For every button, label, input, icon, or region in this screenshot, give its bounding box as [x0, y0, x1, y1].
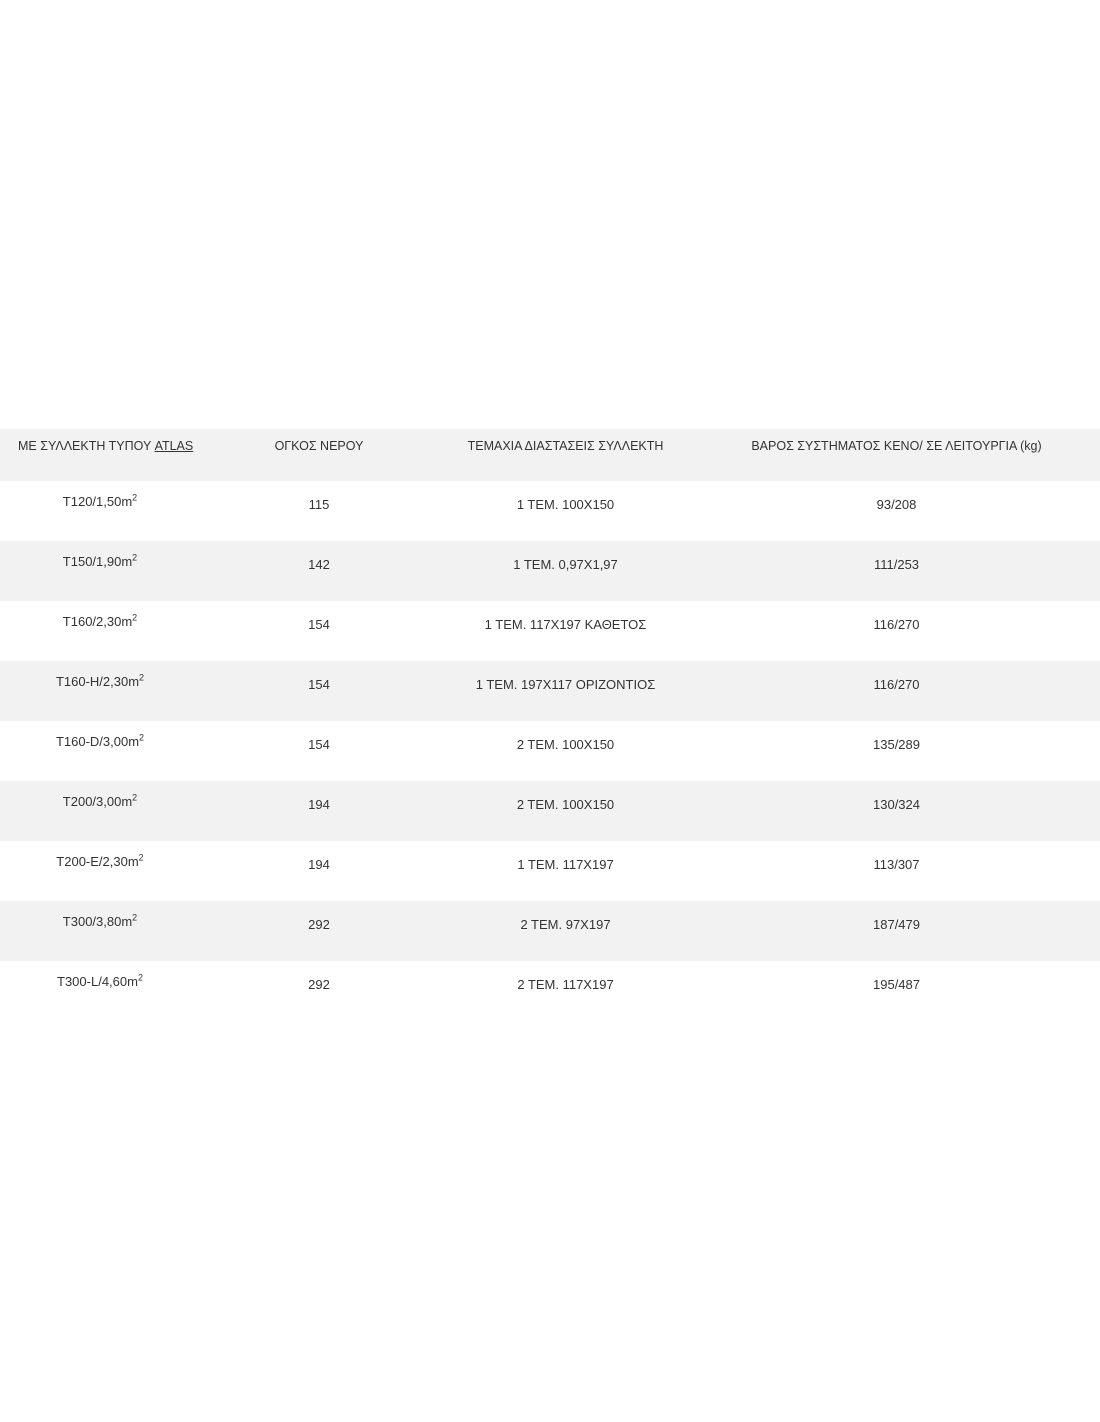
- volume-cell: 154: [308, 617, 330, 632]
- pieces-cell: 2 ΤΕΜ. 117Χ197: [517, 977, 614, 992]
- volume-cell: 292: [308, 977, 330, 992]
- volume-cell: 142: [308, 557, 330, 572]
- model-cell: [0, 541, 200, 601]
- atlas-link[interactable]: ATLAS: [154, 439, 194, 453]
- pieces-cell: 1 ΤΕΜ. 117Χ197 ΚΑΘΕΤΟΣ: [484, 617, 647, 632]
- table-row: [0, 901, 1100, 961]
- model-unit-exponent: 2: [137, 972, 143, 983]
- table-row: [0, 721, 1100, 781]
- volume-cell: 115: [308, 497, 330, 512]
- weight-cell: 111/253: [873, 557, 920, 572]
- weight-cell: 113/307: [873, 857, 920, 872]
- model-unit-exponent: 2: [138, 852, 144, 863]
- model-name: T120/1,50m: [62, 494, 133, 509]
- table-row: [0, 601, 1100, 661]
- table-row: [0, 661, 1100, 721]
- pieces-cell: 2 ΤΕΜ. 100Χ150: [516, 737, 615, 752]
- header-collector-dimensions: ΤΕΜΑΧΙΑ ΔΙΑΣΤΑΣΕΙΣ ΣΥΛΛΕΚΤΗ: [467, 439, 664, 453]
- model-name: T200-E/2,30m: [56, 854, 139, 869]
- model-name: T200/3,00m: [62, 794, 133, 809]
- model-unit-exponent: 2: [139, 732, 145, 743]
- table-row: [0, 841, 1100, 901]
- model-unit-exponent: 2: [132, 552, 138, 563]
- header-collector-type: [0, 429, 200, 481]
- volume-cell: 194: [308, 797, 330, 812]
- weight-cell: 187/479: [873, 917, 920, 932]
- weight-cell: 93/208: [876, 497, 917, 512]
- model-cell: [0, 481, 200, 541]
- pieces-cell: 2 ΤΕΜ. 100Χ150: [516, 797, 615, 812]
- table-row: [0, 481, 1100, 541]
- model-name: T150/1,90m: [62, 554, 133, 569]
- model-unit-exponent: 2: [132, 912, 138, 923]
- model-name: T160/2,30m: [62, 614, 133, 629]
- table-row: [0, 961, 1100, 1021]
- header-collector-type-prefix: ΜΕ ΣΥΛΛΕΚΤΗ ΤΥΠΟΥ: [18, 439, 155, 453]
- pieces-cell: 1 ΤΕΜ. 100Χ150: [516, 497, 615, 512]
- table-header-row: [0, 429, 1100, 481]
- model-name: T300/3,80m: [62, 914, 133, 929]
- model-cell: [0, 781, 200, 841]
- model-cell: [0, 841, 200, 901]
- weight-cell: 116/270: [873, 677, 920, 692]
- model-unit-exponent: 2: [139, 672, 145, 683]
- weight-cell: 135/289: [873, 737, 920, 752]
- header-system-weight: ΒΑΡΟΣ ΣΥΣΤΗΜΑΤΟΣ ΚΕΝΟ/ ΣΕ ΛΕΙΤΟΥΡΓΙΑ (kg): [751, 439, 1042, 453]
- pieces-cell: 2 ΤΕΜ. 97Χ197: [520, 917, 611, 932]
- model-cell: [0, 661, 200, 721]
- spec-table: [0, 429, 1100, 1021]
- model-cell: [0, 901, 200, 961]
- model-cell: [0, 721, 200, 781]
- volume-cell: 194: [308, 857, 330, 872]
- volume-cell: 292: [308, 917, 330, 932]
- weight-cell: 195/487: [873, 977, 920, 992]
- pieces-cell: 1 ΤΕΜ. 117Χ197: [517, 857, 614, 872]
- table-row: [0, 541, 1100, 601]
- model-name: T160-D/3,00m: [55, 734, 140, 749]
- model-name: T160-H/2,30m: [55, 674, 140, 689]
- volume-cell: 154: [308, 677, 330, 692]
- volume-cell: 154: [308, 737, 330, 752]
- weight-cell: 116/270: [873, 617, 920, 632]
- model-unit-exponent: 2: [132, 792, 138, 803]
- pieces-cell: 1 ΤΕΜ. 197Χ117 ΟΡΙΖΟΝΤΙΟΣ: [475, 677, 656, 692]
- header-water-volume: ΟΓΚΟΣ ΝΕΡΟΥ: [274, 439, 364, 453]
- model-name: T300-L/4,60m: [57, 974, 138, 989]
- weight-cell: 130/324: [873, 797, 920, 812]
- model-unit-exponent: 2: [132, 612, 138, 623]
- table-row: [0, 781, 1100, 841]
- model-cell: [0, 601, 200, 661]
- model-unit-exponent: 2: [132, 492, 138, 503]
- model-cell: [0, 961, 200, 1021]
- pieces-cell: 1 ΤΕΜ. 0,97Χ1,97: [513, 557, 618, 572]
